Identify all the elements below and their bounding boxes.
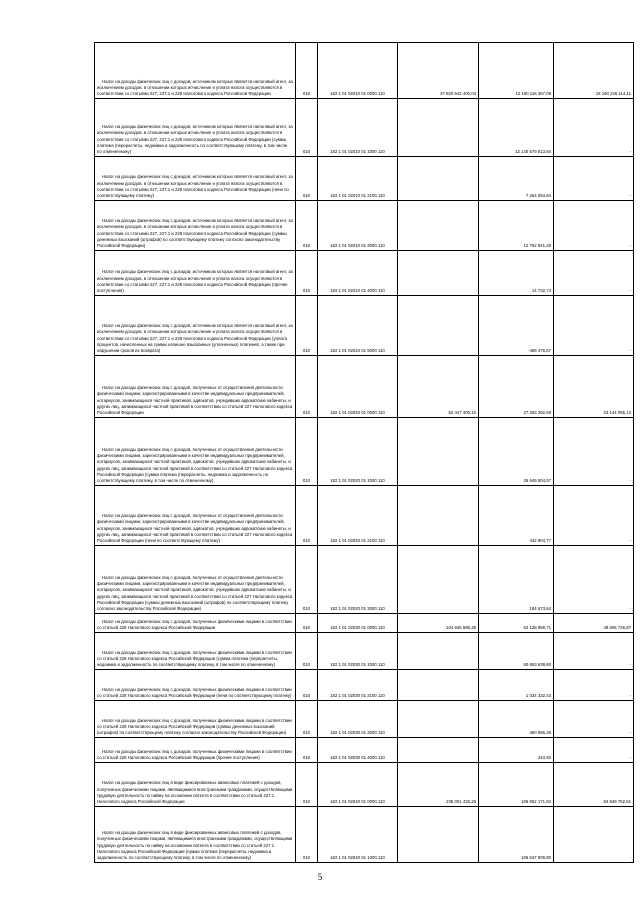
executed-amount-cell: 7 264 053,84 [479, 157, 554, 201]
line-code-cell: 010 [296, 296, 318, 356]
executed-amount-cell: 442 904,77 [479, 486, 554, 546]
executed-amount-cell: 106 652 171,84 [479, 763, 554, 807]
budget-code-cell: 182 1 01 02040 01 0000 110 [318, 763, 398, 807]
revenue-name-cell [95, 157, 296, 201]
table-row [95, 99, 634, 157]
previous-amount-cell: - [554, 201, 634, 251]
table-row [95, 157, 634, 201]
line-code-cell: 010 [296, 738, 318, 763]
revenue-name-cell [95, 763, 296, 807]
revenue-name-text: Налог на доходы физических лиц с доходов, источником которых является налоговый агент, за исключением доходов, в отношении которых исчисление и уплата налога осуществляются в соответствии со статьями 227, 227.1 и 228 Налогового кодекса Российской Федерации (пени по соответствующему платежу) [97, 174, 293, 198]
revenue-name-text: Налог на доходы физических лиц в виде фиксированных авансовых платежей с доходов, полученных физическими лицами, являющимися иностранными гражданами, осуществляющими трудовую деятельность по найму на основании патента в соответствии со статьей 227.1 Налогового кодекса Российской Федерации (сумма платежа (перерасчеты, недоимка и задолженность по соответствующему платежу, в том числе по отмененному) [97, 830, 293, 860]
line-code-cell: 010 [296, 763, 318, 807]
table-row [95, 546, 634, 614]
budget-code-cell: 182 1 01 02020 01 1000 110 [318, 418, 398, 486]
revenue-name-cell [95, 486, 296, 546]
line-code-cell: 010 [296, 807, 318, 863]
budget-code-cell: 182 1 01 02010 01 5000 110 [318, 296, 398, 356]
previous-amount-cell: - [554, 738, 634, 763]
budget-code-cell: 182 1 01 02020 01 0000 110 [318, 356, 398, 418]
table-row [95, 701, 634, 738]
previous-amount-cell: - [554, 296, 634, 356]
line-code-cell: 010 [296, 614, 318, 633]
table-row [95, 486, 634, 546]
revenue-name-text: Налог на доходы физических лиц с доходов, полученных физическими лицами в соответствии со статьей 228 Налогового кодекса Российской Федерации (суммы денежных взысканий (штрафов) по соответствующему платежу согласно законодательству Российской Федерации) [97, 717, 292, 735]
revenue-name-text: Налог на доходы физических лиц с доходов, полученных физическими лицами в соответствии со статьей 228 Налогового кодекса Российской Федерации [97, 618, 292, 630]
budget-code-cell: 182 1 01 02030 01 0000 110 [318, 614, 398, 633]
executed-amount-cell: -489 476,67 [479, 296, 554, 356]
budget-code-cell: 182 1 01 02030 01 4000 110 [318, 738, 398, 763]
executed-amount-cell: 60 653 639,80 [479, 633, 554, 670]
revenue-name-cell [95, 418, 296, 486]
executed-amount-cell: 106 647 909,80 [479, 807, 554, 863]
executed-amount-cell: 12 140 579 513,84 [479, 99, 554, 157]
approved-amount-cell [398, 99, 479, 157]
revenue-name-text: Налог на доходы физических лиц в виде фиксированных авансовых платежей с доходов, полученных физическими лицами, являющимися иностранными гражданами, осуществляющими трудовую деятельность по найму на основании патента в соответствии со статьей 227.1 Налогового кодекса Российской Федерации [97, 780, 293, 804]
previous-amount-cell: 49 605 725,87 [554, 614, 634, 633]
revenue-name-text: Налог на доходы физических лиц с доходов, источником которых является налоговый агент, за исключением доходов, в отношении которых исчисление и уплата налога осуществляются в соответствии со статьями 227, 227.1 и 228 Налогового кодекса Российской Федерации (суммы денежных взысканий (штрафов) по соответствующему платежу согласно законодательству Российской Федерации) [97, 218, 293, 248]
line-code-cell: 010 [296, 201, 318, 251]
revenue-name-text: Налог на доходы физических лиц с доходов, источником которых является налоговый агент, за исключением доходов, в отношении которых исчисление и уплата налога осуществляются в соответствии со статьями 227, 227.1 и 228 Налогового кодекса Российской Федерации (уплата процентов, начисленных на суммы излишне взысканных (уплаченных) платежей, а также при нарушении сроков их возврата) [97, 323, 293, 353]
revenue-name-cell [95, 633, 296, 670]
budget-code-cell: 182 1 01 02010 01 2100 110 [318, 157, 398, 201]
revenue-name-cell [95, 546, 296, 614]
table-row [95, 43, 634, 99]
executed-amount-cell: 14 732,74 [479, 251, 554, 296]
budget-code-cell: 182 1 01 02010 01 1000 110 [318, 99, 398, 157]
budget-code-cell: 182 1 01 02030 01 1000 110 [318, 633, 398, 670]
revenue-name-cell [95, 701, 296, 738]
previous-amount-cell: - [554, 633, 634, 670]
line-code-cell: 010 [296, 701, 318, 738]
revenue-table-body [95, 43, 634, 863]
revenue-name-cell [95, 296, 296, 356]
revenue-name-text: Налог на доходы физических лиц с доходов, полученных физическими лицами в соответствии со статьей 228 Налогового кодекса Российской Федерации (прочие поступления) [97, 748, 292, 760]
previous-amount-cell: 84 849 752,61 [554, 763, 634, 807]
table-row [95, 614, 634, 633]
table-row [95, 633, 634, 670]
budget-code-cell: 182 1 01 02030 01 2100 110 [318, 670, 398, 701]
line-code-cell: 010 [296, 418, 318, 486]
budget-code-cell: 182 1 01 02040 01 1000 110 [318, 807, 398, 863]
executed-amount-cell: 1 034 332,43 [479, 670, 554, 701]
previous-amount-cell: - [554, 157, 634, 201]
previous-amount-cell: - [554, 701, 634, 738]
approved-amount-cell: 235 001 426,26 [398, 763, 479, 807]
previous-amount-cell: - [554, 418, 634, 486]
approved-amount-cell [398, 807, 479, 863]
revenue-name-text: Налог на доходы физических лиц с доходов, полученных от осуществления деятельности физическими лицами, зарегистрированными в качестве индивидуальных предпринимателей, нотариусов, занимающихся частной практикой, адвокатов, учредивших адвокатские кабинеты, и других лиц, занимающихся частной практикой в соответствии со статьей 227 Налогового кодекса Российской Федерации (сумма платежа (перерасчеты, недоимка и задолженность по соответствующему платежу, в том числе по отмененному) [97, 447, 293, 483]
line-code-cell: 010 [296, 633, 318, 670]
previous-amount-cell: - [554, 670, 634, 701]
approved-amount-cell: 52 447 400,16 [398, 356, 479, 418]
previous-amount-cell: - [554, 486, 634, 546]
approved-amount-cell [398, 546, 479, 614]
approved-amount-cell [398, 251, 479, 296]
revenue-name-cell [95, 670, 296, 701]
approved-amount-cell [398, 738, 479, 763]
line-code-cell: 010 [296, 251, 318, 296]
revenue-name-cell [95, 201, 296, 251]
executed-amount-cell: 460 556,26 [479, 701, 554, 738]
table-row [95, 738, 634, 763]
revenue-name-cell [95, 614, 296, 633]
revenue-name-cell [95, 356, 296, 418]
line-code-cell: 010 [296, 486, 318, 546]
executed-amount-cell: 27 303 392,69 [479, 356, 554, 418]
revenue-name-cell [95, 99, 296, 157]
executed-amount-cell: 12 752 941,29 [479, 201, 554, 251]
approved-amount-cell [398, 670, 479, 701]
approved-amount-cell [398, 633, 479, 670]
line-code-cell: 010 [296, 356, 318, 418]
approved-amount-cell [398, 418, 479, 486]
table-row [95, 670, 634, 701]
previous-amount-cell: 23 144 055,13 [554, 356, 634, 418]
revenue-name-text: Налог на доходы физических лиц с доходов, источником которых является налоговый агент, за исключением доходов, в отношении которых исчисление и уплата налога осуществляются в соответствии со статьями 227, 227.1 и 228 Налогового кодекса Российской Федерации (сумма платежа (перерасчеты, недоимка и задолженность по соответствующему платежу, в том числе по отмененному) [97, 124, 293, 154]
table-row [95, 251, 634, 296]
executed-amount-cell: 26 649 504,57 [479, 418, 554, 486]
approved-amount-cell [398, 157, 479, 201]
table-row [95, 201, 634, 251]
approved-amount-cell: 104 846 595,39 [398, 614, 479, 633]
previous-amount-cell: - [554, 546, 634, 614]
budget-code-cell: 182 1 01 02010 01 3000 110 [318, 201, 398, 251]
approved-amount-cell [398, 486, 479, 546]
approved-amount-cell [398, 701, 479, 738]
table-row [95, 356, 634, 418]
revenue-name-text: Налог на доходы физических лиц с доходов, источником которых является налоговый агент, за исключением доходов, в отношении которых исчисление и уплата налога осуществляются в соответствии со статьями 227, 227.1 и 228 Налогового кодекса Российской Федерации (прочие поступления) [97, 269, 293, 293]
previous-amount-cell: - [554, 251, 634, 296]
approved-amount-cell [398, 201, 479, 251]
line-code-cell: 010 [296, 546, 318, 614]
table-row [95, 807, 634, 863]
executed-amount-cell: 343,92 [479, 738, 554, 763]
budget-code-cell: 182 1 01 02010 01 0000 110 [318, 43, 398, 99]
page-number: 5 [317, 872, 323, 882]
revenue-name-text: Налог на доходы физических лиц с доходов, полученных от осуществления деятельности физическими лицами, зарегистрированными в качестве индивидуальных предпринимателей, нотариусов, занимающихся частной практикой, адвокатов, учредивших адвокатские кабинеты, и других лиц, занимающихся частной практикой в соответствии со статьей 227 Налогового кодекса Российской Федерации [97, 385, 293, 415]
revenue-name-cell [95, 807, 296, 863]
line-code-cell: 010 [296, 43, 318, 99]
table-row [95, 296, 634, 356]
budget-code-cell: 182 1 01 02010 01 4000 110 [318, 251, 398, 296]
line-code-cell: 010 [296, 99, 318, 157]
revenue-name-text: Налог на доходы физических лиц с доходов, полученных физическими лицами в соответствии со статьей 228 Налогового кодекса Российской Федерации (сумма платежа (перерасчеты, недоимка и задолженность по соответствующему платежу, в том числе по отмененному) [97, 649, 292, 667]
revenue-name-cell [95, 43, 296, 99]
line-code-cell: 010 [296, 670, 318, 701]
revenue-name-text: Налог на доходы физических лиц с доходов, полученных от осуществления деятельности физическими лицами, зарегистрированными в качестве индивидуальных предпринимателей, нотариусов, занимающихся частной практикой, адвокатов, учредивших адвокатские кабинеты, и других лиц, занимающихся частной практикой в соответствии со статьей 227 Налогового кодекса Российской Федерации (суммы денежных взысканий (штрафов) по соответствующему платежу согласно законодательству Российской Федерации) [97, 575, 293, 611]
revenue-name-cell [95, 738, 296, 763]
revenue-name-text: Налог на доходы физических лиц с доходов, полученных физическими лицами в соответствии со статьей 228 Налогового кодекса Российской Федерации (пени по соответствующему платежу) [97, 686, 292, 698]
budget-code-cell: 182 1 01 02020 01 3000 110 [318, 546, 398, 614]
budget-code-cell: 182 1 01 02030 01 3000 110 [318, 701, 398, 738]
approved-amount-cell: 37 820 642 400,04 [398, 43, 479, 99]
executed-amount-cell: 184 673,64 [479, 546, 554, 614]
previous-amount-cell: - [554, 807, 634, 863]
revenue-name-cell [95, 251, 296, 296]
revenue-table [94, 42, 634, 863]
executed-amount-cell: 62 138 959,71 [479, 614, 554, 633]
approved-amount-cell [398, 296, 479, 356]
revenue-name-text: Налог на доходы физических лиц с доходов, источником которых является налоговый агент, за исключением доходов, в отношении которых исчисление и уплата налога осуществляются в соответствии со статьями 227, 227.1 и 228 Налогового кодекса Российской Федерации [97, 78, 293, 96]
revenue-name-text: Налог на доходы физических лиц с доходов, полученных от осуществления деятельности физическими лицами, зарегистрированными в качестве индивидуальных предпринимателей, нотариусов, занимающихся частной практикой, адвокатов, учредивших адвокатские кабинеты, и других лиц, занимающихся частной практикой в соответствии со статьей 227 Налогового кодекса Российской Федерации (пени по соответствующему платежу) [97, 513, 293, 543]
table-row [95, 418, 634, 486]
previous-amount-cell: 18 160 226 114,11 [554, 43, 634, 99]
previous-amount-cell: - [554, 99, 634, 157]
line-code-cell: 010 [296, 157, 318, 201]
table-row [95, 763, 634, 807]
executed-amount-cell: 12 180 116 367,09 [479, 43, 554, 99]
budget-code-cell: 182 1 01 02020 01 2100 110 [318, 486, 398, 546]
